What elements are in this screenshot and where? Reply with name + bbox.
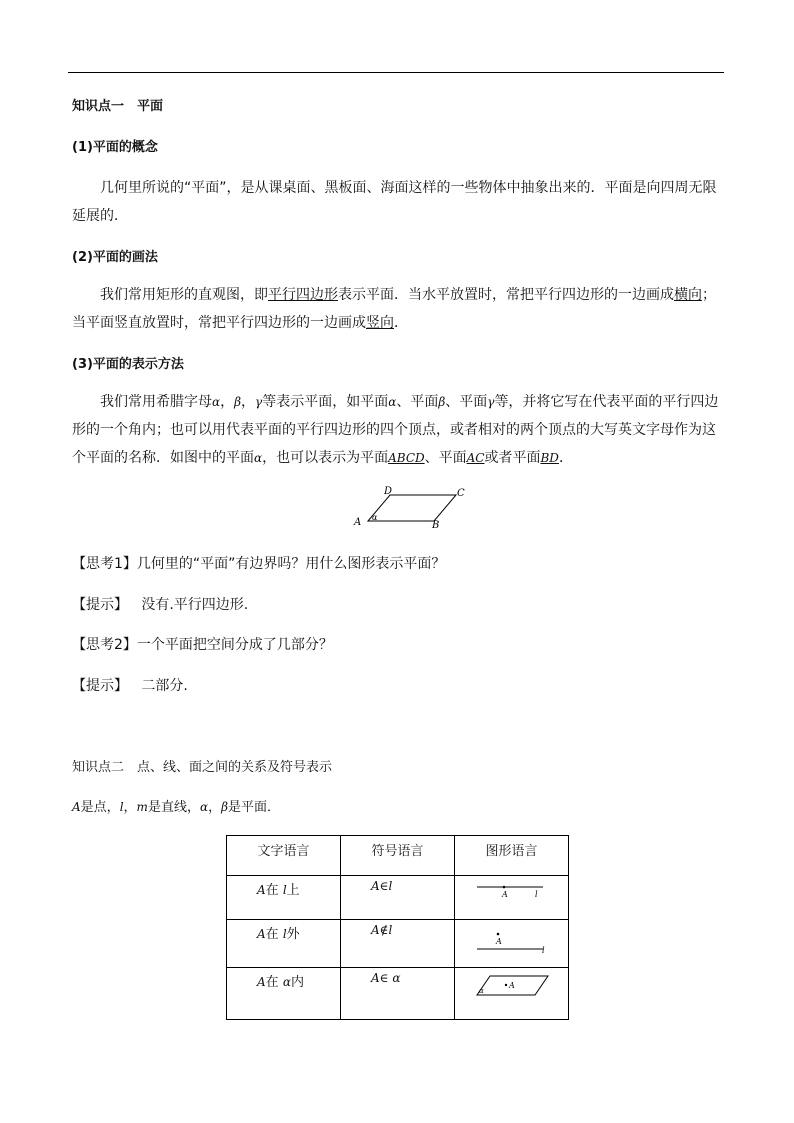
think-question-1: 【思考1】几何里的“平面”有边界吗？用什么图形表示平面？ <box>72 556 446 572</box>
table-header-cell: 符号语言 <box>341 836 455 876</box>
plane-parallelogram-figure <box>352 484 472 530</box>
table-row <box>227 876 569 920</box>
vertex-label-b: B <box>432 520 440 530</box>
vertex-label-a: A <box>354 517 362 528</box>
symbol-language-cell: A∈ α <box>341 968 455 1020</box>
parallelogram-shape <box>368 495 456 521</box>
label-a: A <box>502 890 508 899</box>
table-row <box>227 920 569 968</box>
paragraph-concept: 几何里所说的“平面”，是从课桌面、黑板面、海面这样的一些物体中抽象出来的．平面是向四周无限延展的． <box>72 180 717 224</box>
text-language-cell: A在 l外 <box>227 920 341 968</box>
subsection-title-notation: (3)平面的表示方法 <box>72 357 184 372</box>
vertex-label-d: D <box>384 486 393 497</box>
table-header-cell: 文字语言 <box>227 836 341 876</box>
header-rule <box>68 72 724 73</box>
label-l: l <box>535 890 538 899</box>
figure-language-cell <box>455 968 569 1020</box>
hint-2: 【提示】 二部分. <box>72 678 188 694</box>
relation-table <box>226 835 569 1020</box>
figure-language-cell <box>455 876 569 920</box>
text-language-cell: A在 l上 <box>227 876 341 920</box>
label-a: A <box>496 937 502 946</box>
point-a <box>503 886 506 889</box>
point-in-plane-figure <box>455 971 567 1015</box>
text-language-cell: A在 α内 <box>227 968 341 1020</box>
paragraph-drawing: 我们常用矩形的直观图，即平行四边形表示平面．当水平放置时，常把平行四边形的一边画成横向；当平面竖直放置时，常把平行四边形的一边画成竖向． <box>72 287 716 331</box>
table-header-row <box>227 836 569 876</box>
table-header-cell: 图形语言 <box>455 836 569 876</box>
figure-language-cell <box>455 920 569 968</box>
label-alpha: α <box>479 987 484 995</box>
symbol-language-cell: A∉l <box>341 920 455 968</box>
point-off-line-figure <box>455 923 567 963</box>
think-question-2: 【思考2】一个平面把空间分成了几部分？ <box>72 637 333 653</box>
label-l: l <box>542 946 545 955</box>
intro-line: A是点，l，m是直线，α，β是平面． <box>72 800 281 815</box>
section-title-2: 知识点二 点、线、面之间的关系及符号表示 <box>72 760 333 775</box>
section-title-1: 知识点一 平面 <box>72 99 164 114</box>
subsection-title-drawing: (2)平面的画法 <box>72 250 158 265</box>
subsection-title-concept: (1)平面的概念 <box>72 140 158 155</box>
point-on-line-figure <box>455 879 567 915</box>
table-row <box>227 968 569 1020</box>
label-a: A <box>509 981 515 990</box>
point-a <box>497 933 500 936</box>
angle-label-alpha: α <box>372 513 378 522</box>
symbol-language-cell: A∈l <box>341 876 455 920</box>
point-a <box>505 984 507 986</box>
vertex-label-c: C <box>457 488 465 499</box>
paragraph-notation: 我们常用希腊字母α，β，γ等表示平面，如平面α、平面β、平面γ等，并将它写在代表平面的平行四边形的一个角内；也可以用代表平面的平行四边形的四个顶点，或者相对的两个顶点的大写英文字母作为这个平面的名称．如图中的平面α，也可以表示为平面ABCD、平面AC或者平面BD． <box>72 394 719 466</box>
hint-1: 【提示】 没有.平行四边形. <box>72 597 249 613</box>
